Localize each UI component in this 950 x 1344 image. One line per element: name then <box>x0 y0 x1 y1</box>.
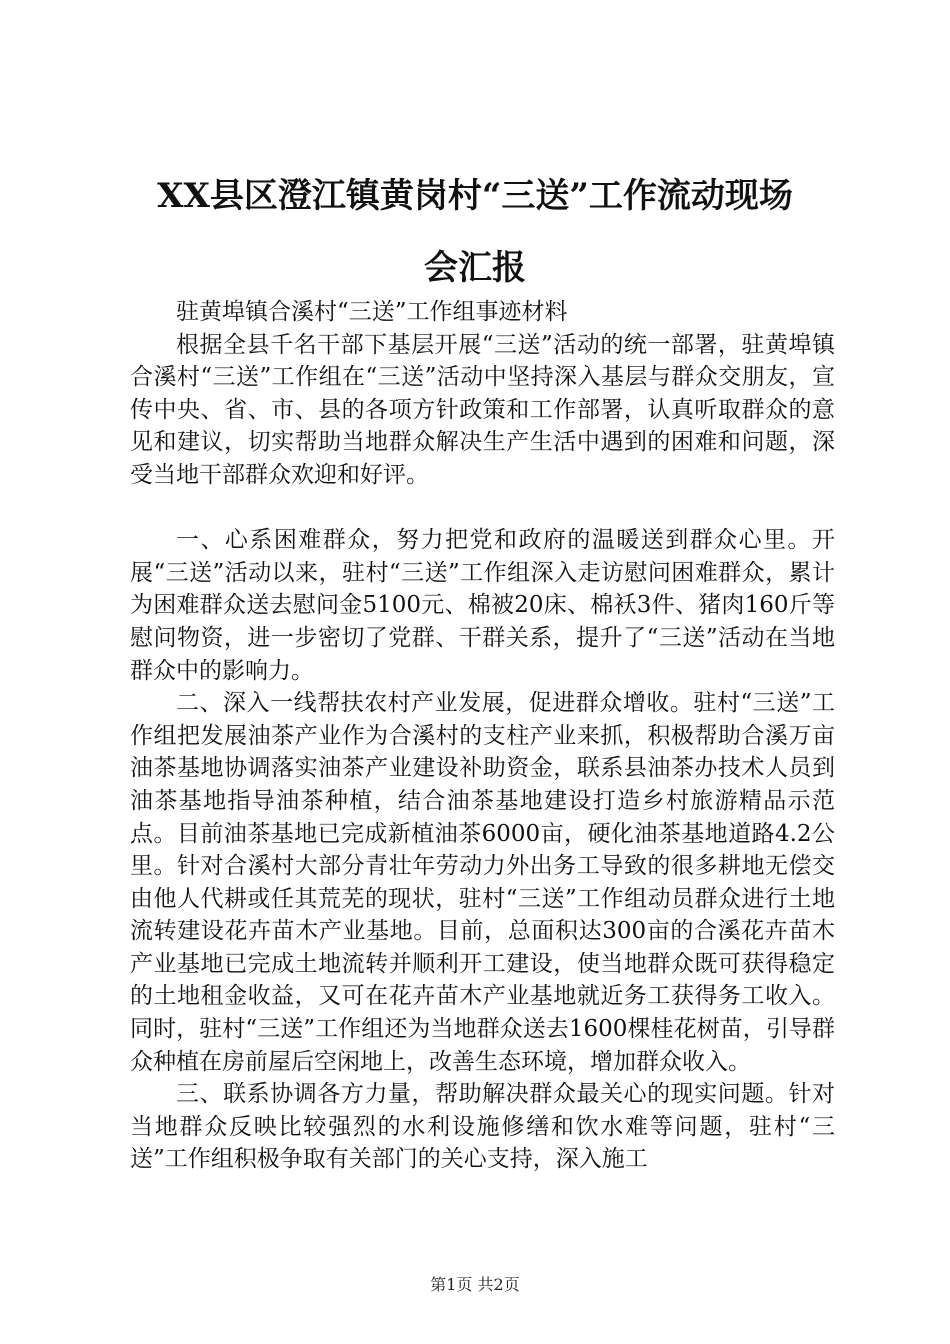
page-footer: 第1页 共2页 <box>430 1275 520 1294</box>
section-3-paragraph: 三、联系协调各方力量，帮助解决群众最关心的现实问题。针对当地群众反映比较强烈的水利设施修缮和饮水难等问题，驻村“三送”工作组积极争取有关部门的关心支持，深入施工 <box>130 1081 835 1173</box>
subtitle-paragraph: 驻黄埠镇合溪村“三送”工作组事迹材料 <box>176 299 568 325</box>
intro-paragraph: 根据全县千名干部下基层开展“三送”活动的统一部署，驻黄埠镇合溪村“三送”工作组在“三送”活动中坚持深入基层与群众交朋友，宣传中央、省、市、县的各项方针政策和工作部署，认真听取群众的意见和建议，切实帮助当地群众解决生产生活中遇到的困难和问题，深受当地干部群众欢迎和好评。 <box>130 331 835 488</box>
document-body <box>130 296 835 1176</box>
blank-line <box>130 492 835 525</box>
title-line-1: XX县区澄江镇黄岗村“三送”工作流动现场 <box>157 176 793 216</box>
document-title <box>120 160 830 304</box>
section-1-paragraph: 一、心系困难群众，努力把党和政府的温暖送到群众心里。开展“三送”活动以来，驻村“三送”工作组深入走访慰问困难群众，累计为困难群众送去慰问金5100元、棉被20床、棉袄3件、猪肉160斤等慰问物资，进一步密切了党群、干群关系，提升了“三送”活动在当地群众中的影响力。 <box>130 527 835 684</box>
title-line-2: 会汇报 <box>424 248 526 288</box>
section-2-paragraph: 二、深入一线帮扶农村产业发展，促进群众增收。驻村“三送”工作组把发展油茶产业作为合溪村的支柱产业来抓，积极帮助合溪万亩油茶基地协调落实油茶产业建设补助资金，联系县油茶办技术人员到油茶基地指导油茶种植，结合油茶基地建设打造乡村旅游精品示范点。目前油茶基地已完成新植油茶6000亩，硬化油茶基地道路4.2公里。针对合溪村大部分青壮年劳动力外出务工导致的很多耕地无偿交由他人代耕或任其荒芜的现状，驻村“三送”工作组动员群众进行土地流转建设花卉苗木产业基地。目前，总面积达300亩的合溪花卉苗木产业基地已完成土地流转并顺利开工建设，使当地群众既可获得稳定的土地租金收益，又可在花卉苗木产业基地就近务工获得务工收入。同时，驻村“三送”工作组还为当地群众送去1600棵桂花树苗，引导群众种植在房前屋后空闲地上，改善生态环境，增加群众收入。 <box>130 690 835 1075</box>
